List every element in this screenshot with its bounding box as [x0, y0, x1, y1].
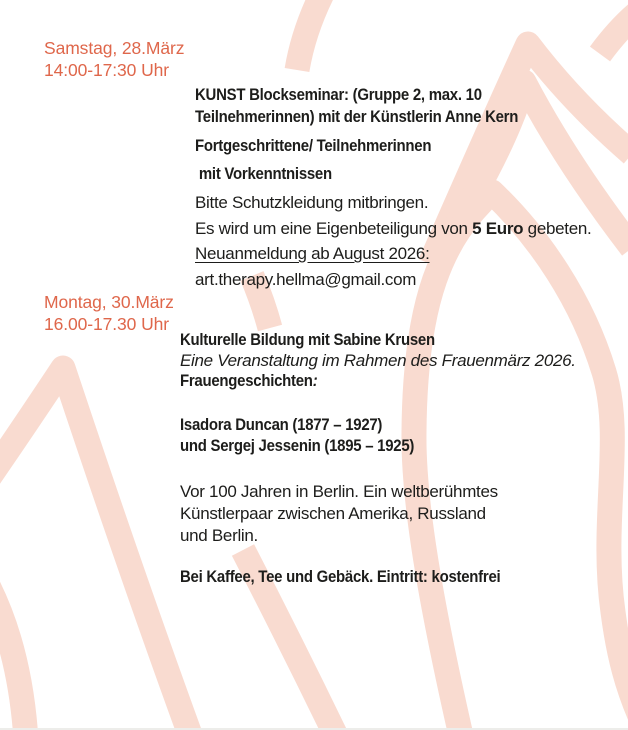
event1-date-day: Samstag, 28.März	[44, 38, 185, 58]
stripe-topright-corner	[600, 6, 628, 54]
event2-details	[180, 330, 620, 588]
event1-note-fee	[195, 216, 615, 242]
event2-description-line2: Künstlerpaar zwischen Amerika, Russland	[180, 503, 486, 523]
event1-date	[44, 37, 184, 81]
event1-details	[195, 84, 615, 292]
event2-description-line3: und Berlin.	[180, 525, 258, 545]
stripe-top-tip	[297, 0, 326, 70]
event1-subtitle1: Fortgeschrittene/ Teilnehmerinnen	[195, 136, 432, 155]
event1-subtitle2: mit Vorkenntnissen	[195, 164, 332, 183]
event1-email: art.therapy.hellma@gmail.com	[195, 269, 417, 289]
fee-amount: 5 Euro	[472, 218, 524, 238]
event2-description	[180, 481, 620, 547]
heading-text: Frauengeschichten	[180, 371, 313, 390]
event1-date-time: 14:00-17:30 Uhr	[44, 60, 169, 80]
event2-name-line2: und Sergej Jessenin (1895 – 1925)	[180, 436, 415, 455]
event1-registration-note: Neuanmeldung ab August 2026:	[195, 244, 430, 263]
event2-name-line1: Isadora Duncan (1877 – 1927)	[180, 414, 383, 434]
fee-text-post: gebeten.	[523, 218, 592, 238]
stripe-bottom-left-corner	[0, 578, 26, 730]
event2-title: Kulturelle Bildung mit Sabine Krusen	[180, 330, 435, 349]
event2-heading	[180, 371, 567, 392]
event2-names	[180, 414, 620, 457]
event1-note-clothing: Bitte Schutzkleidung mitbringen.	[195, 193, 429, 212]
event2-date-time: 16.00-17.30 Uhr	[44, 314, 169, 334]
event2-date	[44, 291, 174, 335]
event1-title-line2: Teilnehmerinnen) mit der Künstlerin Anne Kern	[195, 107, 519, 126]
event2-footer: Bei Kaffee, Tee und Gebäck. Eintritt: kostenfrei	[180, 566, 501, 586]
event2-subtitle: Eine Veranstaltung im Rahmen des Frauenmärz 2026.	[180, 350, 576, 370]
event2-date-day: Montag, 30.März	[44, 292, 174, 312]
fee-text-pre: Es wird um eine Eigenbeteiligung von	[195, 218, 473, 238]
event2-description-line1: Vor 100 Jahren in Berlin. Ein weltberühmtes	[180, 481, 498, 501]
event1-title-line1: KUNST Blockseminar: (Gruppe 2, max. 10	[195, 85, 482, 104]
heading-colon: :	[312, 371, 318, 390]
